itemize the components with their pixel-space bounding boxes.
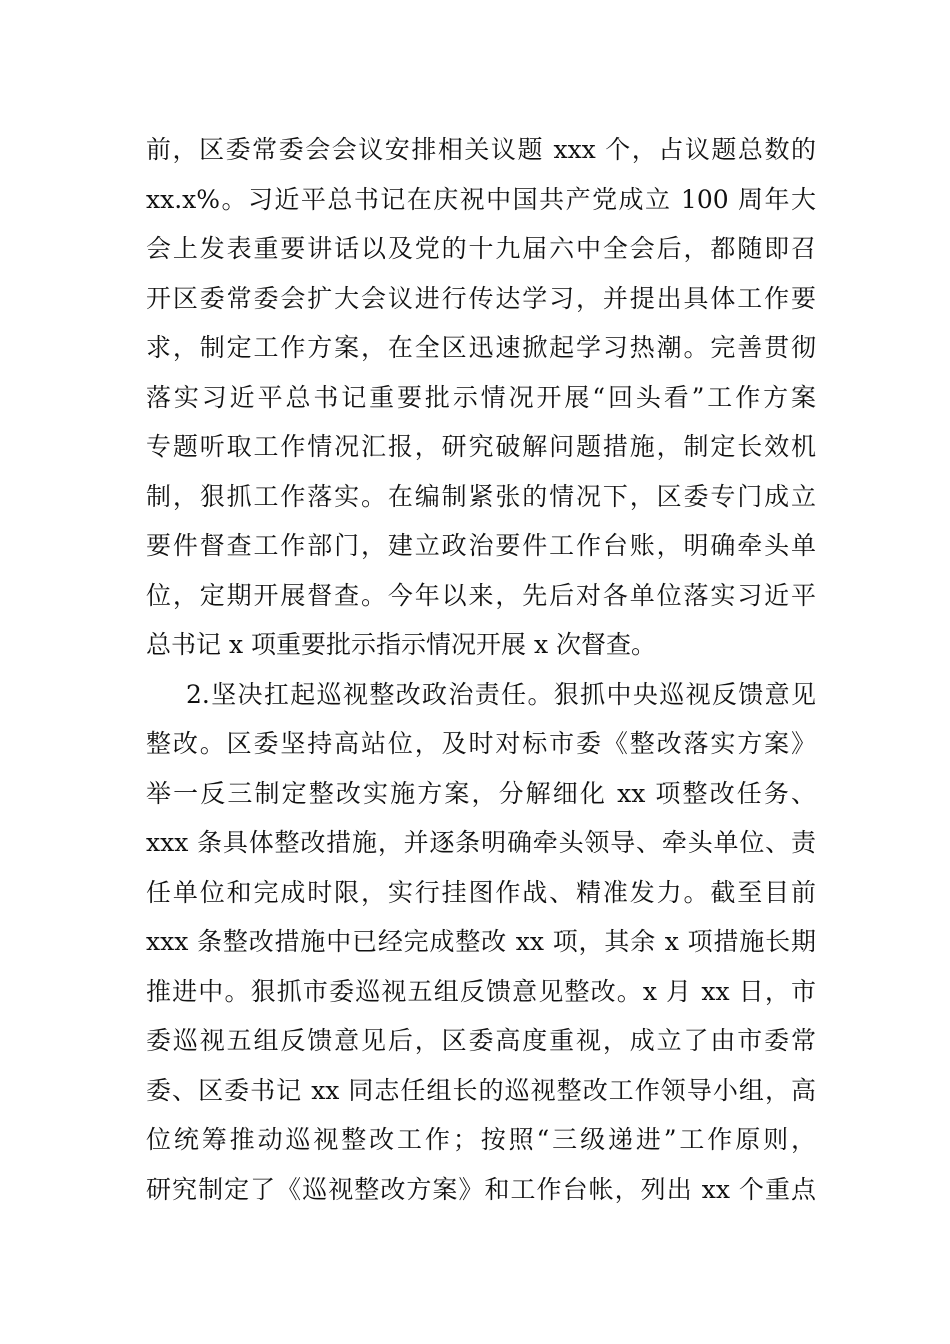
- paragraph-1: [146, 125, 816, 670]
- text-line: 制，狠抓工作落实。在编制紧张的情况下，区委专门成立: [146, 481, 816, 511]
- text-line: 位统筹推动巡视整改工作；按照“三级递进”工作原则，: [146, 1125, 816, 1154]
- text-line: 委巡视五组反馈意见后，区委高度重视，成立了由市委常: [146, 1026, 816, 1055]
- text-line: 推进中。狠抓市委巡视五组反馈意见整改。x 月 xx 日，市: [146, 976, 816, 1006]
- text-line: 整改。区委坚持高站位，及时对标市委《整改落实方案》: [146, 729, 816, 758]
- text-line: 总书记 x 项重要批示指示情况开展 x 次督查。: [146, 630, 656, 659]
- text-line: 委、区委书记 xx 同志任组长的巡视整改工作领导小组，高: [146, 1075, 816, 1105]
- text-line: 要件督查工作部门，建立政治要件工作台账，明确牵头单: [146, 531, 816, 560]
- text-line: 落实习近平总书记重要批示情况开展“回头看”工作方案: [146, 382, 816, 412]
- text-line: 前，区委常委会会议安排相关议题 xxx 个，占议题总数的: [146, 135, 816, 164]
- paragraph-2: [146, 670, 816, 1215]
- text-line: 研究制定了《巡视整改方案》和工作台帐，列出 xx 个重点: [146, 1174, 816, 1204]
- text-line: 专题听取工作情况汇报，研究破解问题措施，制定长效机: [146, 432, 816, 461]
- text-line: 开区委常委会扩大会议进行传达学习，并提出具体工作要: [146, 283, 816, 313]
- text-line: 2.坚决扛起巡视整改政治责任。狠抓中央巡视反馈意见: [186, 679, 816, 709]
- text-line: 会上发表重要讲话以及党的十九届六中全会后，都随即召: [146, 234, 816, 263]
- document-body: [146, 125, 816, 1214]
- text-line: xxx 条整改措施中已经完成整改 xx 项，其余 x 项措施长期: [146, 927, 816, 956]
- text-line: 求，制定工作方案，在全区迅速掀起学习热潮。完善贯彻: [146, 333, 816, 362]
- text-line: xxx 条具体整改措施，并逐条明确牵头领导、牵头单位、责: [146, 828, 816, 857]
- text-line: 任单位和完成时限，实行挂图作战、精准发力。截至目前: [146, 877, 816, 907]
- text-line: 位，定期开展督查。今年以来，先后对各单位落实习近平: [146, 580, 816, 610]
- text-line: 举一反三制定整改实施方案，分解细化 xx 项整改任务、: [146, 778, 816, 808]
- text-line: xx.x%。习近平总书记在庆祝中国共产党成立 100 周年大: [146, 184, 816, 214]
